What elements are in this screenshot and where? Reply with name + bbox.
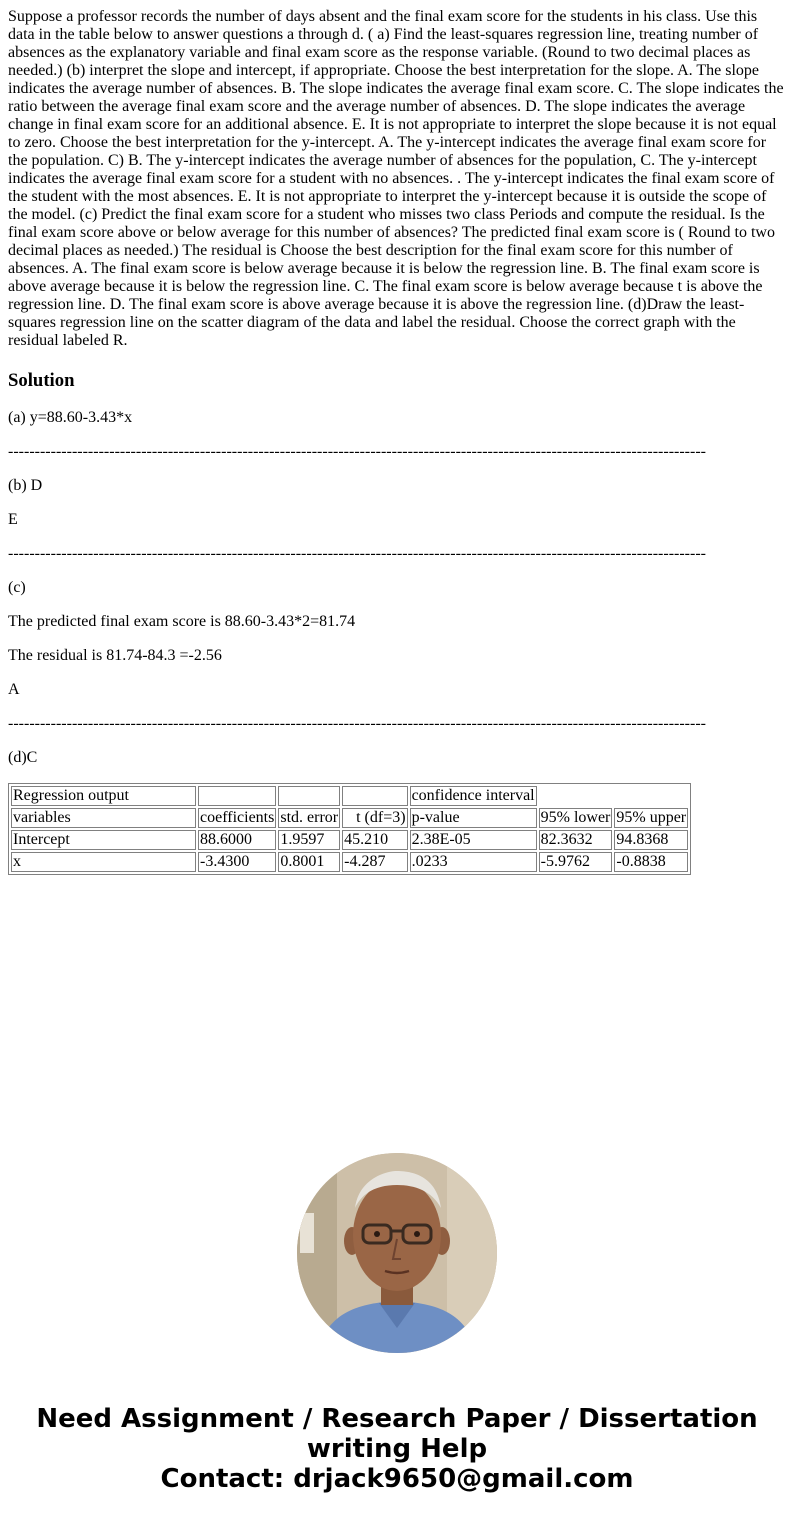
table-cell: 82.3632 bbox=[539, 830, 613, 850]
table-cell: -0.8838 bbox=[614, 852, 688, 872]
table-cell bbox=[342, 786, 407, 806]
table-row bbox=[11, 786, 688, 806]
author-avatar bbox=[297, 1153, 497, 1353]
table-cell: -5.9762 bbox=[539, 852, 613, 872]
answer-b-slope: (b) D bbox=[8, 477, 43, 494]
page-content bbox=[8, 8, 786, 875]
table-cell bbox=[198, 786, 276, 806]
separator-line: ----------------------------------------------------------------------------------------------------------------------------------- bbox=[8, 545, 706, 562]
solution-heading: Solution bbox=[8, 370, 75, 391]
table-cell: .0233 bbox=[410, 852, 537, 872]
table-row bbox=[11, 852, 688, 872]
separator-line: ----------------------------------------------------------------------------------------------------------------------------------- bbox=[8, 443, 706, 460]
author-portrait-image bbox=[297, 1153, 497, 1353]
table-header-cell: coefficients bbox=[200, 809, 275, 826]
answer-d: (d)C bbox=[8, 749, 38, 766]
table-cell: confidence interval bbox=[411, 787, 535, 804]
table-header-cell: 95% lower bbox=[540, 809, 611, 826]
regression-output-table bbox=[8, 783, 691, 875]
footer-contact-banner bbox=[0, 1404, 794, 1494]
table-cell bbox=[614, 786, 688, 806]
table-cell: 88.6000 bbox=[198, 830, 276, 850]
table-header-cell: 95% upper bbox=[614, 808, 688, 828]
answer-a: (a) y=88.60-3.43*x bbox=[8, 409, 133, 426]
table-header-cell: p-value bbox=[410, 808, 537, 828]
table-header-cell: t (df=3) bbox=[344, 809, 406, 826]
table-cell: 45.210 bbox=[342, 830, 407, 850]
table-cell: 0.8001 bbox=[278, 852, 340, 872]
question-text: Suppose a professor records the number of days absent and the final exam score for the students in his class. Use this data in the table below to answer questions a through d. ( a) Find the least-squares regression line, treating number of absences as the explanatory variable and final exam score as the response variable. (Round to two decimal places as needed.) (b) interpret the slope and intercept, if appropriate. Choose the best interpretation for the slope. A. The slope indicates the average number of absences. B. The slope indicates the average final exam score. C. The slope indicates the ratio between the average final exam score and the average number of absences. D. The slope indicates the average change in final exam score for an additional absence. E. It is not appropriate to interpret the slope because it is not equal to zero. Choose the best interpretation for the y-intercept. A. The y-intercept indicates the average final exam score for the population. C) B. The y-intercept indicates the average number of absences for the population, C. The y-intercept indicates the average final exam score for a student with no absences. . The y-intercept indicates the final exam score of the student with the most absences. E. It is not appropriate to interpret the y-intercept because it is outside the scope of the model. (c) Predict the final exam score for a student who misses two class Periods and compute the residual. Is the final exam score above or below average for this number of absences? The predicted final exam score is ( Round to two decimal places as needed.) The residual is Choose the best description for the final exam score for this number of absences. A. The final exam score is below average because it is below the regression line. B. The final exam score is above average because it is below the regression line. C. The final exam score is below average because t is above the regression line. D. The final exam score is above average because it is above the regression line. (d)Draw the least-squares regression line on the scatter diagram of the data and label the residual. Choose the correct graph with the residual labeled R. bbox=[8, 8, 784, 349]
table-row bbox=[11, 830, 688, 850]
table-cell bbox=[539, 786, 613, 806]
answer-c-choice: A bbox=[8, 681, 20, 698]
table-cell: Regression output bbox=[11, 786, 196, 806]
answer-c-prediction: The predicted final exam score is 88.60-3.43*2=81.74 bbox=[8, 613, 356, 630]
table-cell: 94.8368 bbox=[614, 830, 688, 850]
separator-line: ----------------------------------------------------------------------------------------------------------------------------------- bbox=[8, 715, 706, 732]
footer-contact: Contact: drjack9650@gmail.com bbox=[160, 1464, 634, 1494]
answer-c-residual: The residual is 81.74-84.3 =-2.56 bbox=[8, 647, 222, 664]
answer-b-intercept: E bbox=[8, 511, 18, 528]
answer-c-label: (c) bbox=[8, 579, 26, 596]
table-cell: x bbox=[11, 852, 196, 872]
table-cell: 2.38E-05 bbox=[410, 830, 537, 850]
table-row bbox=[11, 808, 688, 828]
footer-line: Need Assignment / Research Paper / Dissertation bbox=[36, 1404, 758, 1434]
table-cell: Intercept bbox=[11, 830, 196, 850]
table-cell: -4.287 bbox=[342, 852, 407, 872]
table-header-cell: variables bbox=[11, 808, 196, 828]
table-cell bbox=[278, 786, 340, 806]
table-cell: -3.4300 bbox=[198, 852, 276, 872]
table-header-cell: std. error bbox=[280, 809, 339, 826]
footer-line: writing Help bbox=[306, 1434, 488, 1464]
table-cell: 1.9597 bbox=[278, 830, 340, 850]
